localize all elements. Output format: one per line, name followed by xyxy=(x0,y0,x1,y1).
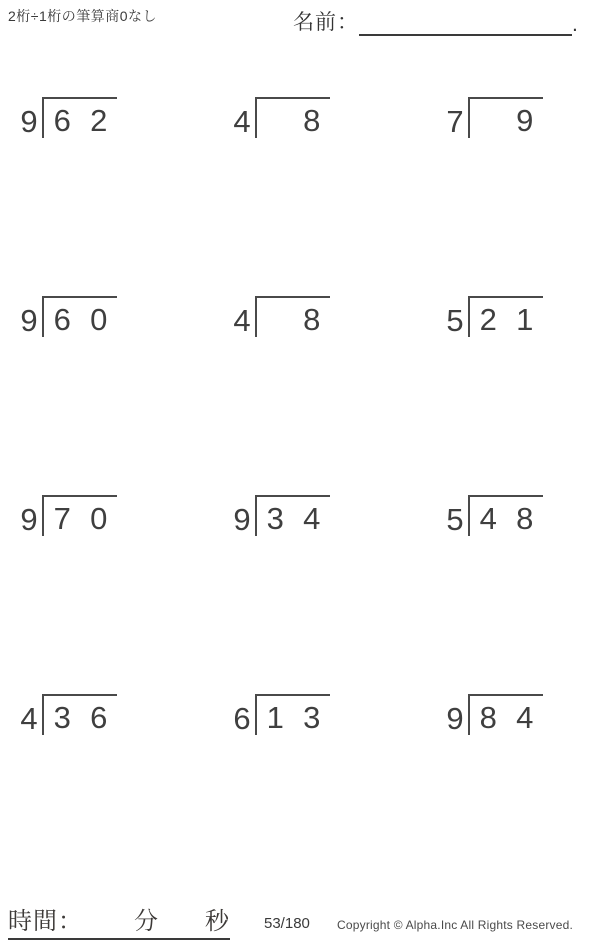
seconds-unit-label: 秒 xyxy=(205,908,230,935)
division-problem-6 xyxy=(442,296,600,495)
dividend-tens-digit: 8 xyxy=(479,700,497,735)
dividend-tens-digit: 7 xyxy=(53,501,71,536)
divisor: 6 xyxy=(233,701,251,736)
divisor: 5 xyxy=(446,502,464,537)
divisor: 9 xyxy=(20,303,38,338)
worksheet-title: 2桁÷1桁の筆算商0なし xyxy=(8,8,158,24)
divisor: 5 xyxy=(446,303,464,338)
dividend-tens-digit xyxy=(257,298,294,337)
dividend-ones-digit: 0 xyxy=(90,501,108,536)
name-label: 名前： xyxy=(293,11,359,34)
division-problem-8 xyxy=(229,495,442,694)
division-bracket xyxy=(255,97,330,138)
dividend-ones-digit: 4 xyxy=(516,700,534,735)
dividend-ones-digit: 4 xyxy=(303,501,321,536)
dividend-ones-digit: 8 xyxy=(303,103,321,138)
division-problem-7 xyxy=(16,495,229,694)
divisor: 9 xyxy=(20,104,38,139)
time-field xyxy=(8,901,230,940)
division-problem-11 xyxy=(229,694,442,893)
dividend-ones-digit: 0 xyxy=(90,302,108,337)
division-problem-12 xyxy=(442,694,600,893)
division-problem-3 xyxy=(442,97,600,296)
name-line-end-dot: . xyxy=(572,13,578,36)
division-bracket xyxy=(468,296,543,337)
division-problem-1 xyxy=(16,97,229,296)
minutes-unit-label: 分 xyxy=(134,908,159,935)
dividend-ones-digit: 2 xyxy=(90,103,108,138)
divisor: 9 xyxy=(446,701,464,736)
time-label: 時間： xyxy=(8,908,83,935)
division-bracket xyxy=(42,97,117,138)
dividend-tens-digit: 6 xyxy=(53,302,71,337)
divisor: 9 xyxy=(20,502,38,537)
dividend-tens-digit: 2 xyxy=(479,302,497,337)
division-problem-9 xyxy=(442,495,600,694)
dividend-ones-digit: 1 xyxy=(516,302,534,337)
dividend-ones-digit: 6 xyxy=(90,700,108,735)
division-problem-4 xyxy=(16,296,229,495)
division-bracket xyxy=(255,495,330,536)
dividend-tens-digit: 3 xyxy=(266,501,284,536)
division-bracket xyxy=(468,97,543,138)
dividend-tens-digit: 6 xyxy=(53,103,71,138)
divisor: 4 xyxy=(20,701,38,736)
divisor: 7 xyxy=(446,104,464,139)
dividend-ones-digit: 9 xyxy=(516,103,534,138)
division-bracket xyxy=(42,296,117,337)
division-bracket xyxy=(255,296,330,337)
name-input-line xyxy=(359,13,572,36)
copyright-notice: Copyright © Alpha.Inc All Rights Reserved. xyxy=(337,918,574,932)
dividend-tens-digit: 3 xyxy=(53,700,71,735)
dividend-ones-digit: 8 xyxy=(303,302,321,337)
name-field xyxy=(293,6,578,36)
divisor: 9 xyxy=(233,502,251,537)
division-problem-10 xyxy=(16,694,229,893)
dividend-tens-digit: 4 xyxy=(479,501,497,536)
divisor: 4 xyxy=(233,303,251,338)
division-bracket xyxy=(42,694,117,735)
dividend-tens-digit xyxy=(257,99,294,138)
divisor: 4 xyxy=(233,104,251,139)
dividend-tens-digit xyxy=(470,99,507,138)
division-bracket xyxy=(468,495,543,536)
problems-grid xyxy=(16,97,600,893)
division-bracket xyxy=(255,694,330,735)
division-problem-5 xyxy=(229,296,442,495)
dividend-ones-digit: 3 xyxy=(303,700,321,735)
division-problem-2 xyxy=(229,97,442,296)
division-bracket xyxy=(468,694,543,735)
dividend-ones-digit: 8 xyxy=(516,501,534,536)
page-indicator: 53/180 xyxy=(264,915,310,932)
dividend-tens-digit: 1 xyxy=(266,700,284,735)
division-bracket xyxy=(42,495,117,536)
